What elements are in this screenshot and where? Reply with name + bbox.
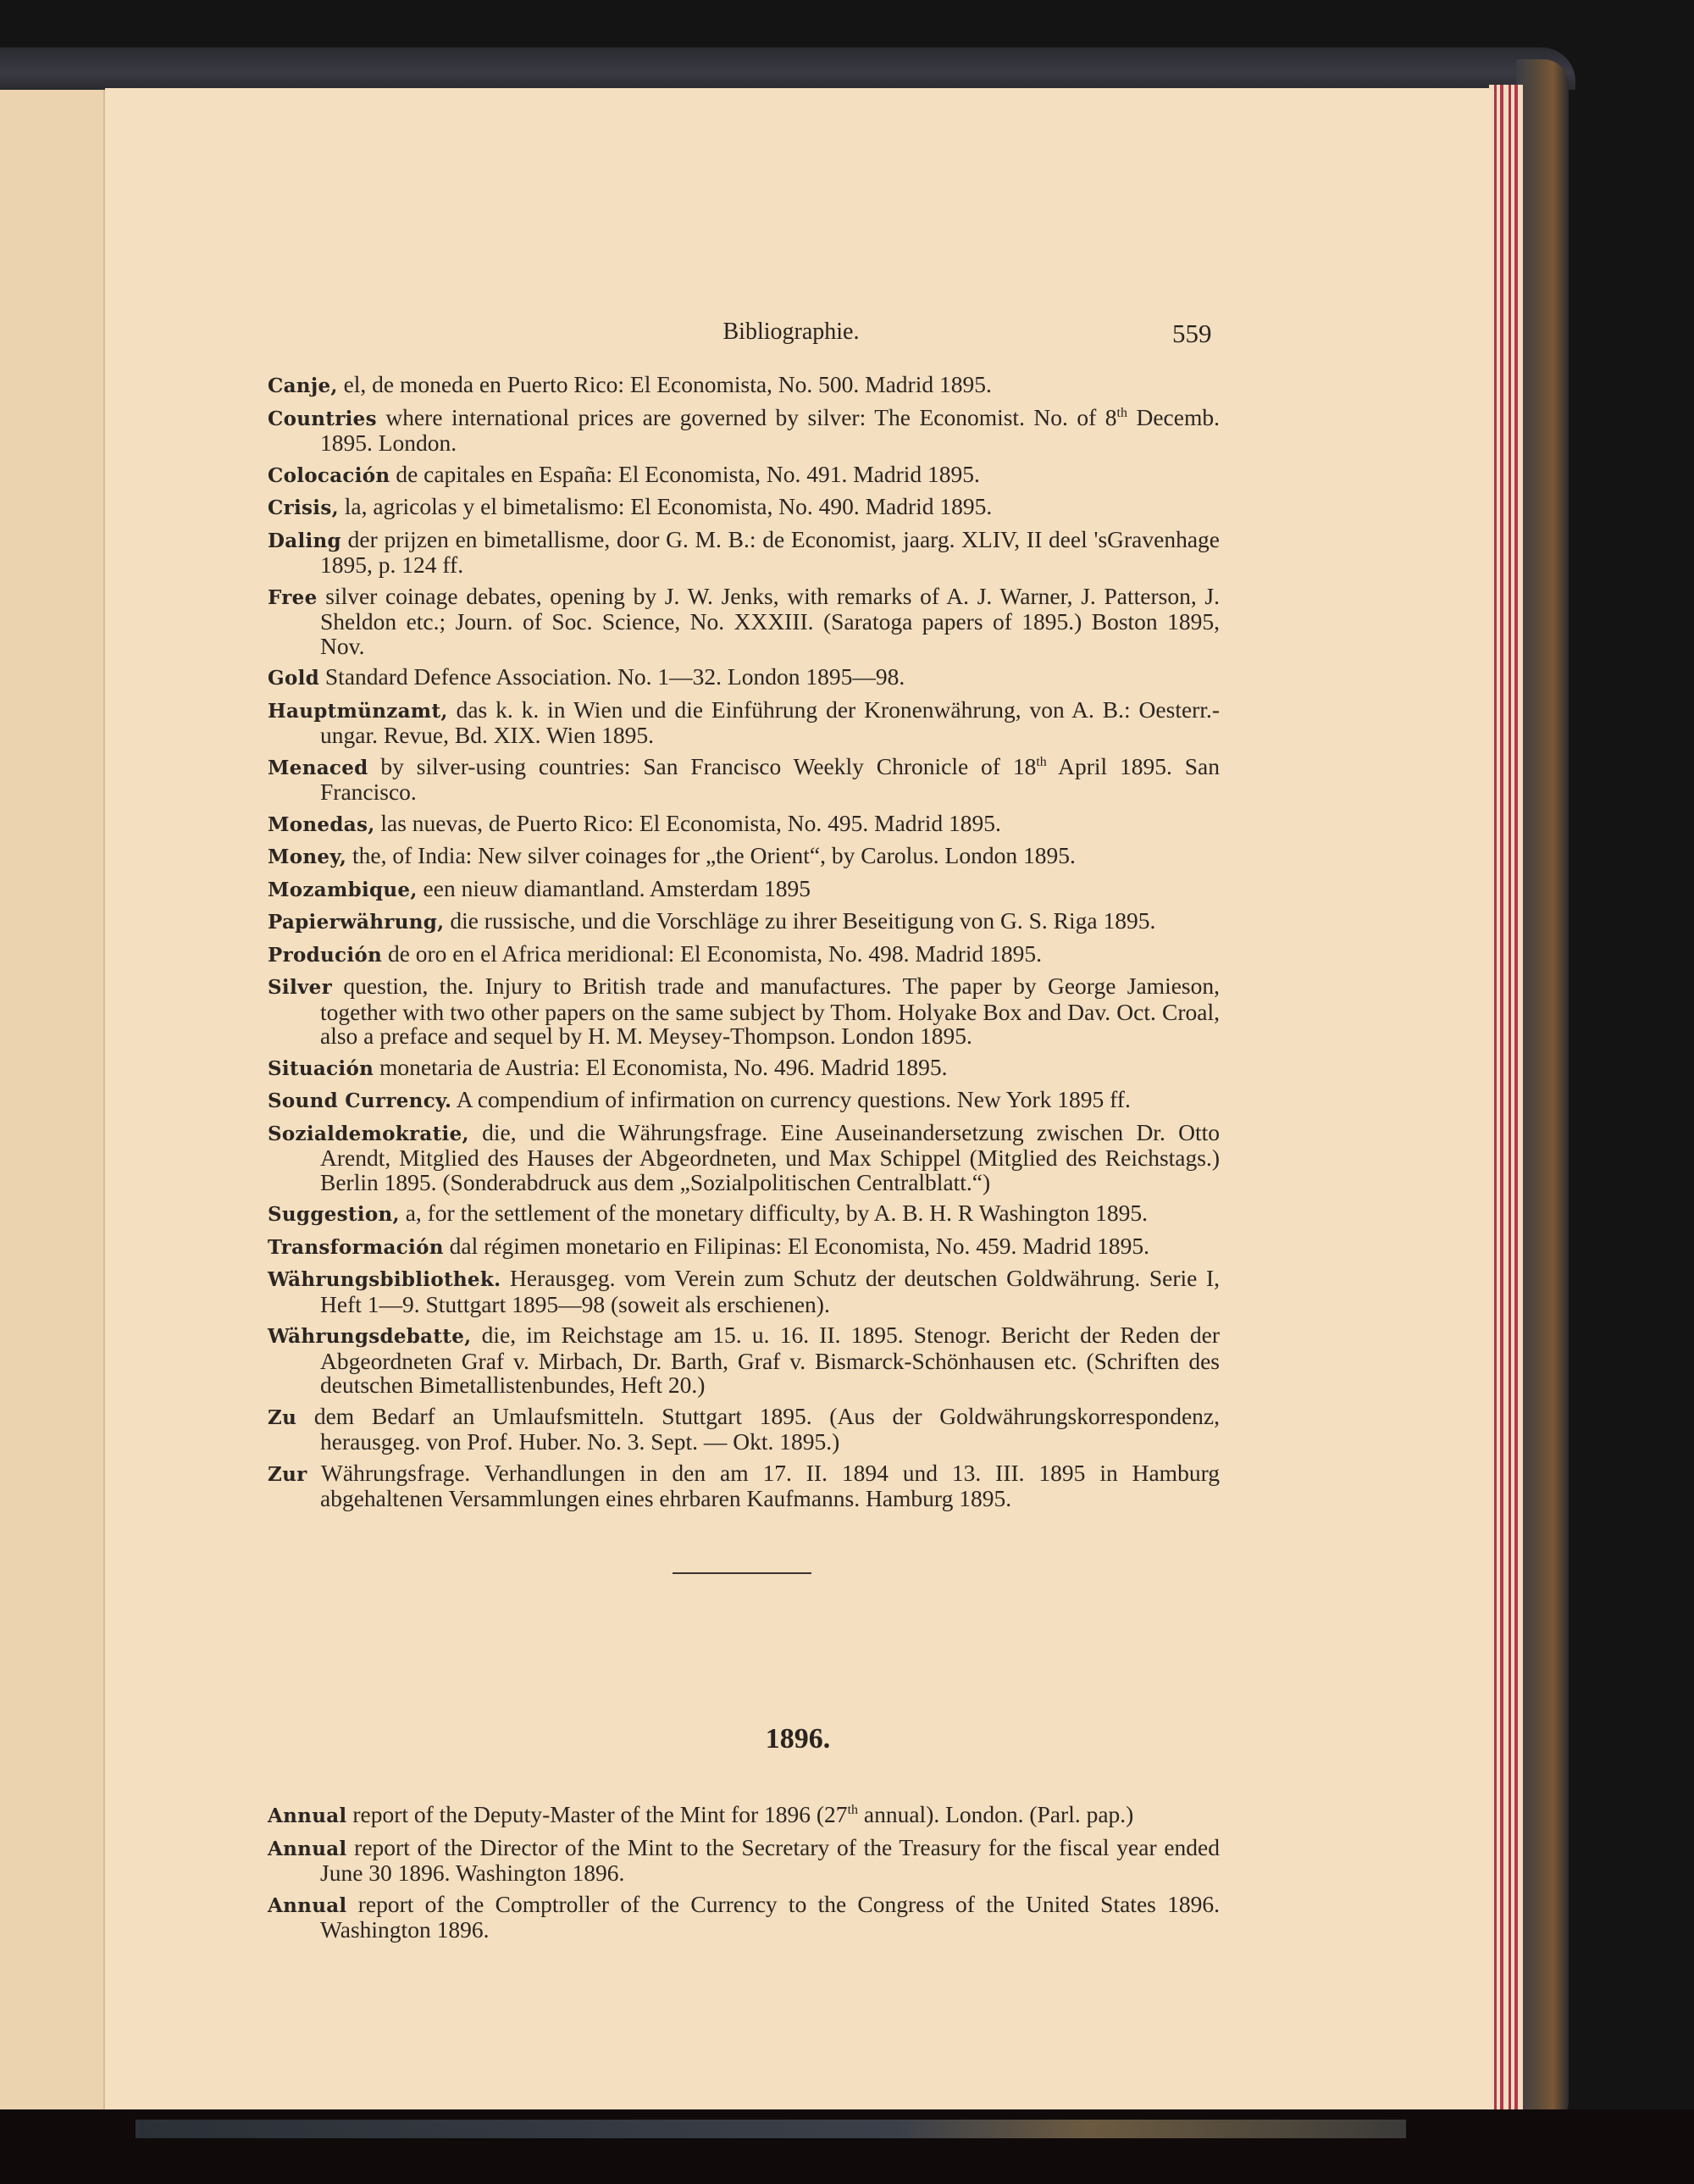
entry-headword: Countries — [268, 407, 377, 430]
entry-headword: Crisis, — [268, 496, 339, 519]
entry-text: die russische, und die Vorschläge zu ihrer Beseitigung von G. S. Riga 1895. — [444, 907, 1156, 934]
entry-headword: Produción — [268, 943, 383, 967]
bibliography-entry — [268, 974, 1220, 1049]
bibliography-entry — [268, 1118, 1220, 1195]
entry-text: report of the Deputy-Master of the Mint for 1896 (27 — [346, 1801, 848, 1827]
entry-text: die, im Reichstage am 15. u. 16. II. 1895. Stenogr. Bericht der Reden der Abgeordneten Graf v. Mirbach, Dr. Barth, Graf v. Bismarck-Schönhausen etc. (Schriften des deutschen Bimetallistenbundes, Heft 20.) — [320, 1322, 1220, 1398]
entry-headword: Zu — [268, 1405, 297, 1429]
entry-text-cont: annual). London. (Parl. pap.) — [858, 1801, 1134, 1827]
entry-text: report of the Director of the Mint to the Secretary of the Treasury for the fiscal year ended June 30 1896. Washington 1896. — [320, 1833, 1220, 1886]
bibliography-entry — [268, 582, 1220, 659]
section-heading-year: 1896. — [765, 1723, 831, 1754]
bibliography-entry — [268, 698, 1220, 748]
bibliography-entry — [268, 1267, 1220, 1316]
entry-headword: Währungsbibliothek. — [268, 1268, 501, 1291]
entry-text: Herausgeg. vom Verein zum Schutz der deutschen Goldwährung. Serie I, Heft 1—9. Stuttgart 1895—98 (soweit als erschienen). — [320, 1265, 1220, 1317]
entry-text: where international prices are governed by silver: The Economist. No. of 8 — [376, 403, 1117, 430]
entry-superscript: th — [847, 1802, 859, 1817]
bibliography-entry — [268, 909, 1220, 935]
entry-headword: Zur — [268, 1462, 307, 1486]
bibliography-entry — [268, 1323, 1220, 1398]
entry-superscript: th — [1036, 754, 1047, 769]
entry-headword: Free — [268, 585, 318, 609]
bibliography-entry — [268, 1088, 1220, 1114]
cover-edge — [136, 2120, 1406, 2138]
entry-headword: Papierwährung, — [268, 911, 445, 934]
entry-text: la, agricolas y el bimetalismo: El Economista, No. 490. Madrid 1895. — [338, 493, 993, 519]
entry-headword: Daling — [268, 529, 341, 552]
bibliography-entry — [268, 1461, 1220, 1511]
entry-text: A compendium of infirmation on currency questions. New York 1895 ff. — [451, 1086, 1131, 1112]
entry-headword: Money, — [268, 845, 347, 868]
entry-headword: Suggestion, — [268, 1203, 400, 1226]
page-edges — [1489, 85, 1523, 2118]
entry-headword: Situación — [268, 1056, 374, 1080]
entry-text: las nuevas, de Puerto Rico: El Economista, No. 495. Madrid 1895. — [374, 809, 1001, 836]
bibliography-entry — [268, 665, 1220, 691]
bibliography-entry — [268, 1234, 1220, 1261]
bibliography-1896 — [268, 1803, 1220, 1949]
bibliography-entry — [268, 1890, 1220, 1943]
entry-headword: Annual — [268, 1804, 347, 1827]
entry-text: monetaria de Austria: El Economista, No. 496. Madrid 1895. — [374, 1053, 948, 1080]
entry-headword: Gold — [268, 667, 320, 690]
entry-text: de oro en el Africa meridional: El Economista, No. 498. Madrid 1895. — [382, 940, 1043, 967]
entry-text: Standard Defence Association. No. 1—32. London 1895—98. — [319, 663, 905, 690]
bibliography-entry — [268, 373, 1220, 399]
bibliography-entry — [268, 1201, 1220, 1228]
entry-headword: Menaced — [268, 756, 368, 779]
entry-text: das k. k. in Wien und die Einführung der Kronenwährung, von A. B.: Oesterr.-ungar. Revue, Bd. XIX. Wien 1895. — [320, 696, 1220, 748]
entry-text: el, de moneda en Puerto Rico: El Economista, No. 500. Madrid 1895. — [337, 371, 992, 397]
entry-headword: Annual — [268, 1837, 347, 1860]
book-cover-top — [0, 47, 1575, 90]
entry-text: die, und die Währungsfrage. Eine Auseinandersetzung zwischen Dr. Otto Arendt, Mitglied des Hauses der Abgeordneten, und Max Schippel (Mitglied des Reichstags.) Berlin 1895. (Sonderabdruck aus dem „Sozialpolitischen Centralblatt.“) — [320, 1118, 1220, 1195]
section-divider — [673, 1572, 811, 1574]
bibliography-entry — [268, 1803, 1220, 1829]
bibliography-entry — [268, 403, 1220, 456]
entry-text: the, of India: New silver coinages for „the Orient“, by Carolus. London 1895. — [346, 842, 1076, 868]
bibliography-entry — [268, 495, 1220, 521]
bibliography-entry — [268, 809, 1220, 838]
entry-headword: Sozialdemokratie, — [268, 1122, 469, 1145]
bibliography-entry — [268, 844, 1220, 870]
entry-text-cont: April 1895. San Francisco. — [320, 752, 1221, 805]
bibliography-entry — [268, 1833, 1220, 1886]
bibliography-entry — [268, 874, 1220, 903]
entry-text: een nieuw diamantland. Amsterdam 1895 — [417, 874, 811, 901]
entry-headword: Hauptmünzamt, — [268, 699, 448, 723]
entry-text: de capitales en España: El Economista, No. 491. Madrid 1895. — [390, 460, 980, 487]
entry-text: a, for the settlement of the monetary difficulty, by A. B. H. R Washington 1895. — [399, 1200, 1149, 1226]
page-number: 559 — [1172, 319, 1212, 348]
entry-text: report of the Comptroller of the Currency to the Congress of the United States 1896. Washington 1896. — [320, 1890, 1220, 1943]
entry-headword: Silver — [268, 976, 332, 999]
entry-text-cont: Decemb. 1895. London. — [320, 403, 1220, 456]
book-cover-bottom — [0, 2109, 1694, 2184]
entry-headword: Mozambique, — [268, 878, 418, 901]
running-title: Bibliographie. — [722, 319, 860, 345]
book-page — [105, 88, 1491, 2109]
bibliography-1895 — [268, 373, 1220, 1518]
entry-headword: Colocación — [268, 463, 390, 487]
bibliography-entry — [268, 1402, 1220, 1455]
entry-text: by silver-using countries: San Francisco Weekly Chronicle of 18 — [368, 752, 1037, 779]
entry-headword: Sound Currency. — [268, 1089, 452, 1112]
entry-text: Währungsfrage. Verhandlungen in den am 17. II. 1894 und 13. III. 1895 in Hamburg abgehaltenen Versammlungen eines ehrbaren Kaufmanns. Hamburg 1895. — [307, 1459, 1220, 1511]
entry-text: silver coinage debates, opening by J. W. Jenks, with remarks of A. J. Warner, J. Patterson, J. Sheldon etc.; Journ. of Soc. Science, No. XXXIII. (Saratoga papers of 1895.) Boston 1895, Nov. — [317, 582, 1220, 659]
entry-text: dal régimen monetario en Filipinas: El Economista, No. 459. Madrid 1895. — [443, 1232, 1149, 1259]
bibliography-entry — [268, 525, 1220, 578]
entry-superscript: th — [1116, 405, 1127, 420]
entry-headword: Annual — [268, 1893, 347, 1917]
entry-headword: Canje, — [268, 374, 338, 397]
facing-page-edge — [0, 59, 105, 2109]
entry-text: question, the. Injury to British trade and manufactures. The paper by George Jamieson, together with two other papers on the same subject by Thom. Holyake Box and Dav. Oct. Croal, also a preface and sequel by H. M. Meysey-Thompson. London 1895. — [320, 973, 1220, 1049]
bibliography-entry — [268, 1053, 1220, 1082]
entry-headword: Währungsdebatte, — [268, 1325, 472, 1348]
entry-text: der prijzen en bimetallisme, door G. M. B.: de Economist, jaarg. XLIV, II deel 'sGravenhage 1895, p. 124 ff. — [320, 525, 1220, 578]
bibliography-entry — [268, 752, 1221, 805]
entry-text: dem Bedarf an Umlaufsmitteln. Stuttgart 1895. (Aus der Goldwährungskorrespondenz, herausgeg. von Prof. Huber. No. 3. Sept. — Okt. 1895.) — [296, 1402, 1220, 1455]
bibliography-entry — [268, 460, 1220, 489]
entry-headword: Monedas, — [268, 812, 375, 836]
bibliography-entry — [268, 942, 1220, 968]
book-cover-right — [1516, 59, 1569, 2126]
entry-headword: Transformación — [268, 1235, 444, 1259]
